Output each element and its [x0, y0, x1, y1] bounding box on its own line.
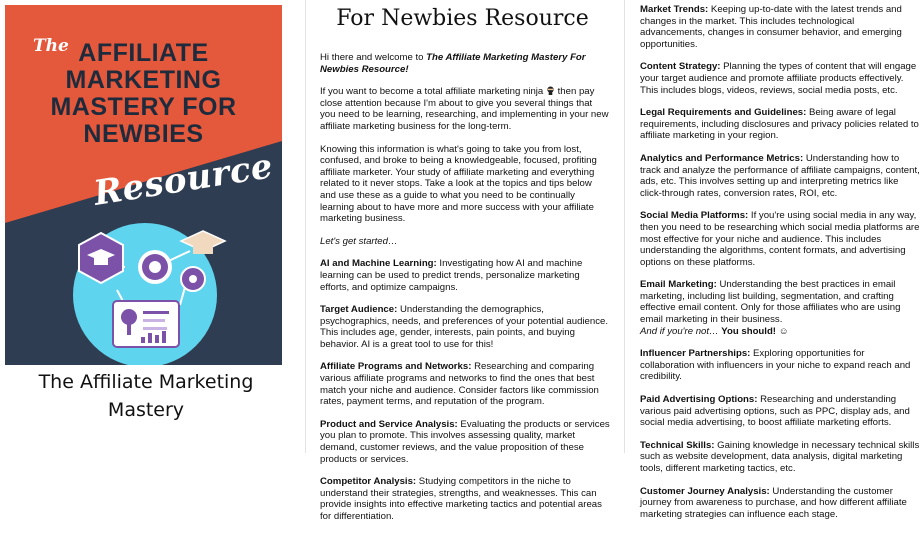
topic-item: [640, 486, 920, 521]
topic-name: Social Media Platforms:: [640, 210, 749, 222]
topic-name: Competitor Analysis:: [320, 476, 417, 488]
topic-name: Email Marketing:: [640, 279, 717, 291]
middle-column: [320, 52, 610, 534]
topic-item-email: [640, 279, 920, 337]
column-divider-left: [305, 0, 306, 453]
topic-text: Researching and comparing various affiliate programs and networks to find the ones that best match your niche and audience. Consider factors like commission rates, payment terms, and reputation of the program.: [320, 361, 599, 408]
topic-text: Understanding the best practices in email marketing, including list building, segmentation, and crafting effective email content. Only for those affiliates who are using email marketing in their business.: [640, 279, 901, 326]
email-extra-text: And if you're not…: [640, 325, 722, 337]
topic-item: [640, 153, 920, 199]
intro-text-b: then pay close attention because I'm about to give you several things that you need to be learning, researching, and implementing in your new affiliate marketing business for the long-term.: [320, 86, 609, 132]
greeting-paragraph: [320, 52, 610, 75]
topic-text: Understanding the customer journey from awareness to purchase, and how different affiliate marketing strategies can influence each stage.: [640, 485, 907, 520]
ninja-icon: [546, 86, 555, 95]
email-extra-emphasis: You should!: [721, 325, 777, 337]
intro-paragraph: [320, 86, 610, 132]
gear-icon: [138, 250, 172, 284]
topic-item: [640, 394, 920, 429]
topic-name: Influencer Partnerships:: [640, 348, 751, 360]
topic-text: If you're using social media in any way, then you need to be researching which social media platforms are most effective for your niche and audience. This includes understanding the algorithms, content formats, and advertising options on these platforms.: [640, 210, 920, 268]
topic-text: Understanding the demographics, psychographics, needs, and preferences of your potential audience. This includes age, gender, interests, pain points, and buying behavior. AI is a great tool to use for this!: [320, 304, 608, 350]
topic-item: [640, 210, 920, 268]
book-caption-line-1: The Affiliate Marketing: [38, 371, 254, 393]
topic-name: Content Strategy:: [640, 61, 721, 73]
topic-item: [640, 348, 920, 383]
topic-text: Being aware of legal requirements, including disclosures and privacy policies related to affiliate marketing in your region.: [640, 107, 919, 142]
topic-item: [320, 361, 610, 407]
topic-text: Exploring opportunities for collaboration with influencers in your niche to expand reach and credibility.: [640, 348, 911, 383]
topic-item: [320, 419, 610, 465]
topic-text: Researching and understanding various paid advertising options, such as PPC, display ads, and social media advertising, to boost affiliate marketing efforts.: [640, 394, 910, 429]
topic-item: [640, 61, 920, 96]
cover-resource-script: Resource: [90, 146, 276, 214]
topic-name: Target Audience:: [320, 304, 398, 316]
column-divider-right: [624, 0, 625, 453]
topic-text: Evaluating the products or services you plan to promote. This involves assessing quality, market demand, customer reviews, and the value proposition of these products or services.: [320, 418, 610, 465]
greeting-text: Hi there and welcome to: [320, 52, 427, 63]
topic-text: Studying competitors in the niche to understand their strategies, strengths, and weaknesses. This can provide insights into effective marketing tactics and potential areas for differentiation.: [320, 476, 602, 522]
right-column: [640, 4, 920, 531]
topic-name: Product and Service Analysis:: [320, 418, 458, 430]
topic-text: Understanding how to track and analyze the performance of affiliate campaigns, content, ads, etc. This involves setting up and interpreting metrics like click-through rates, conversion rates, ROI, etc.: [640, 152, 920, 199]
cover-title-line-4: NEWBIES: [83, 120, 204, 148]
lets-get-started: [320, 236, 610, 248]
topic-name: Affiliate Programs and Networks:: [320, 361, 472, 373]
topic-name: Paid Advertising Options:: [640, 394, 758, 406]
cover-title-line-2: MARKETING: [65, 66, 222, 94]
topic-item: [640, 4, 920, 50]
certificate-screen-icon: [113, 301, 179, 347]
topic-name: Legal Requirements and Guidelines:: [640, 107, 807, 119]
greeting-product-title: The Affiliate Marketing Mastery For Newbies Resource!: [320, 52, 586, 75]
topic-name: Market Trends:: [640, 4, 709, 15]
topic-item: [320, 258, 610, 293]
small-gear-icon: [181, 267, 205, 291]
topic-item: [640, 107, 920, 142]
graduation-cap-icon: [79, 233, 123, 283]
intro-paragraph-2: Knowing this information is what's going to take you from lost, confused, and broke to being a knowledgeable, focused, profiting affiliate marketer. Your study of affiliate marketing and everything related to it never stops. Take a look at the topics and tips below and use these as a guide to what you need to be continually learning about to have more and more success with your affiliate marketing business.: [320, 143, 597, 225]
book-caption-line-2: Mastery: [107, 399, 185, 421]
topic-item: [640, 440, 920, 475]
topic-item: [320, 476, 610, 522]
topic-text: Investigating how AI and machine learning can be used to predict trends, personalize marketing efforts, and optimize campaigns.: [320, 258, 583, 293]
topic-name: Technical Skills:: [640, 439, 715, 451]
lets-get-started-text: Let's get started…: [320, 235, 398, 247]
smiley-icon: ☺: [778, 325, 789, 337]
topic-item: [320, 304, 610, 350]
topic-name: Customer Journey Analysis:: [640, 485, 770, 497]
intro-text-a: If you want to become a total affiliate marketing ninja: [320, 86, 546, 98]
topic-text: Keeping up-to-date with the latest trends and changes in the market. This includes technological advancements, changes in consumer behavior, and emerging opportunities.: [640, 4, 902, 50]
topic-name: Analytics and Performance Metrics:: [640, 152, 804, 164]
cover-title-line-3: MASTERY FOR: [50, 93, 237, 121]
cover-title-line-1: AFFILIATE: [78, 39, 209, 67]
book-cover: [5, 5, 282, 365]
cover-the-label: The: [33, 36, 69, 56]
topic-text: Gaining knowledge in necessary technical skills such as website development, data analysis, digital marketing tools, different marketing tactics, etc.: [640, 439, 920, 474]
topic-text: Planning the types of content that will engage your target audience and promote affiliate products effectively. This includes blogs, videos, reviews, social media posts, etc.: [640, 61, 917, 96]
topic-name: AI and Machine Learning:: [320, 258, 437, 270]
document-title: For Newbies Resource: [336, 6, 589, 31]
